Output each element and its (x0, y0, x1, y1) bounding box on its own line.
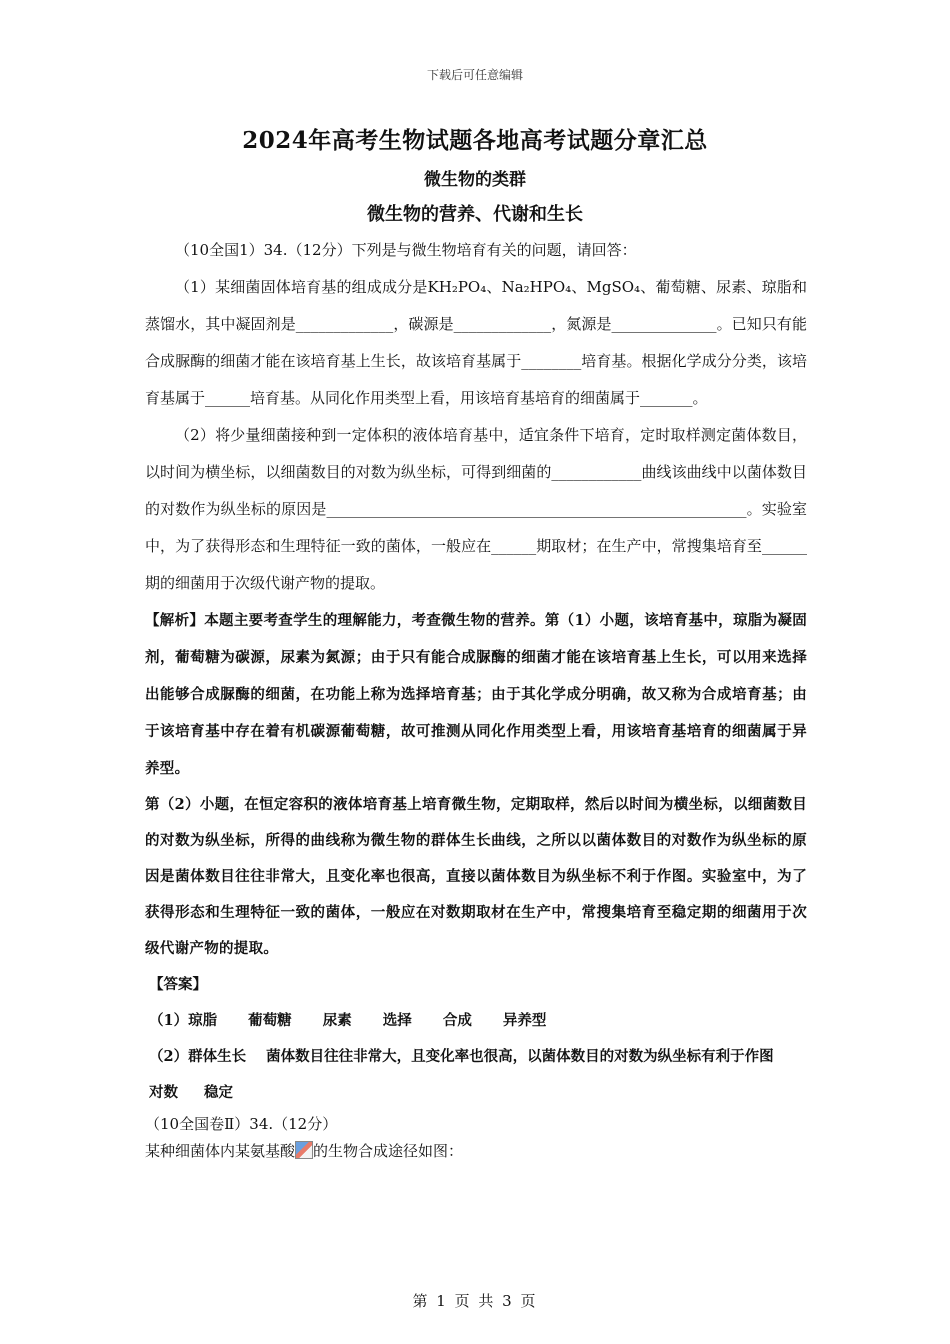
page-footer: 第 1 页 共 3 页 (412, 1292, 538, 1310)
question-2-text-after: 的生物合成途径如图： (313, 1142, 464, 1160)
answer-item: 稳定 (204, 1084, 233, 1101)
question-2-text (145, 1138, 807, 1165)
answer-item: 葡萄糖 (248, 1012, 292, 1029)
analysis-paragraph-1: 【解析】本题主要考查学生的理解能力，考查微生物的营养。第（1）小题，该培育基中，琼脂为凝固剂，葡萄糖为碳源，尿素为氮源；由于只有能合成脲酶的细菌才能在该培育基上生长，可以用来选择出能够合成脲酶的细菌，在功能上称为选择培育基；由于其化学成分明确，故又称为合成培育基；由于该培育基中存在着有机碳源葡萄糖，故可推测从同化作用类型上看，用该培育基培育的细菌属于异养型。 (145, 612, 807, 777)
answer-item: （1）琼脂 (149, 1012, 218, 1029)
answer-item: 选择 (382, 1012, 412, 1029)
answer-item: 异养型 (502, 1012, 547, 1029)
page-header: 下载后可任意编辑 (426, 68, 523, 82)
answer-item: 菌体数目往往非常大，且变化率也很高，以菌体数目的对数为纵坐标有利于作图 (266, 1048, 774, 1065)
answer-item: 合成 (442, 1012, 472, 1029)
answer-item: （2）群体生长 (149, 1048, 247, 1065)
question-1-intro: （10全国1）34.（12分）下列是与微生物培育有关的问题，请回答： (175, 241, 637, 259)
question-1-part-1: （1）某细菌固体培育基的组成成分是KH₂PO₄、Na₂HPO₄、MgSO₄、葡萄糖、尿素、琼脂和蒸馏水，其中凝固剂是_____________，碳源是_____________，氮源是______________。已知只有能合成脲酶的细菌才能在该培育基上生长，故该培育基属于________培育基。根据化学成分分类，该培育基属于______培育基。从同化作用类型上看，用该培育基培育的细菌属于_______。 (145, 278, 807, 407)
answer-item: 对数 (149, 1084, 178, 1101)
analysis-paragraph-2: 第（2）小题，在恒定容积的液体培育基上培育微生物，定期取样，然后以时间为横坐标，以细菌数目的对数为纵坐标，所得的曲线称为微生物的群体生长曲线，之所以以菌体数目的对数作为纵坐标的原因是菌体数目往往非常大，且变化率也很高，直接以菌体数目为纵坐标不利于作图。实验室中，为了获得形态和生理特征一致的菌体，一般应在对数期取材在生产中，常搜集培育至稳定期的细菌用于次级代谢产物的提取。 (145, 796, 807, 957)
document-title: 2024年高考生物试题各地高考试题分章汇总 (242, 127, 708, 154)
document-body (145, 232, 807, 1165)
answer-item: 尿素 (322, 1012, 352, 1029)
section-heading: 微生物的类群 (424, 170, 526, 190)
answer-line-1 (145, 1003, 807, 1039)
answer-heading: 【答案】 (149, 976, 207, 993)
answer-line-2 (145, 1039, 807, 1111)
question-2-intro: （10全国卷Ⅱ）34.（12分） (145, 1115, 338, 1133)
question-1-part-2: （2）将少量细菌接种到一定体积的液体培育基中，适宜条件下培育，定时取样测定菌体数目，以时间为横坐标，以细菌数目的对数为纵坐标，可得到细菌的____________曲线该曲线中以菌体数目的对数作为纵坐标的原因是________________________________________________________。实验室中，为了获得形态和生理特征一致的菌体，一般应在______期取材；在生产中，常搜集培育至______期的细菌用于次级代谢产物的提取。 (145, 426, 807, 592)
broken-image-icon (295, 1141, 313, 1159)
question-2-text-before: 某种细菌体内某氨基酸 (145, 1142, 296, 1160)
subsection-heading: 微生物的营养、代谢和生长 (367, 204, 583, 225)
